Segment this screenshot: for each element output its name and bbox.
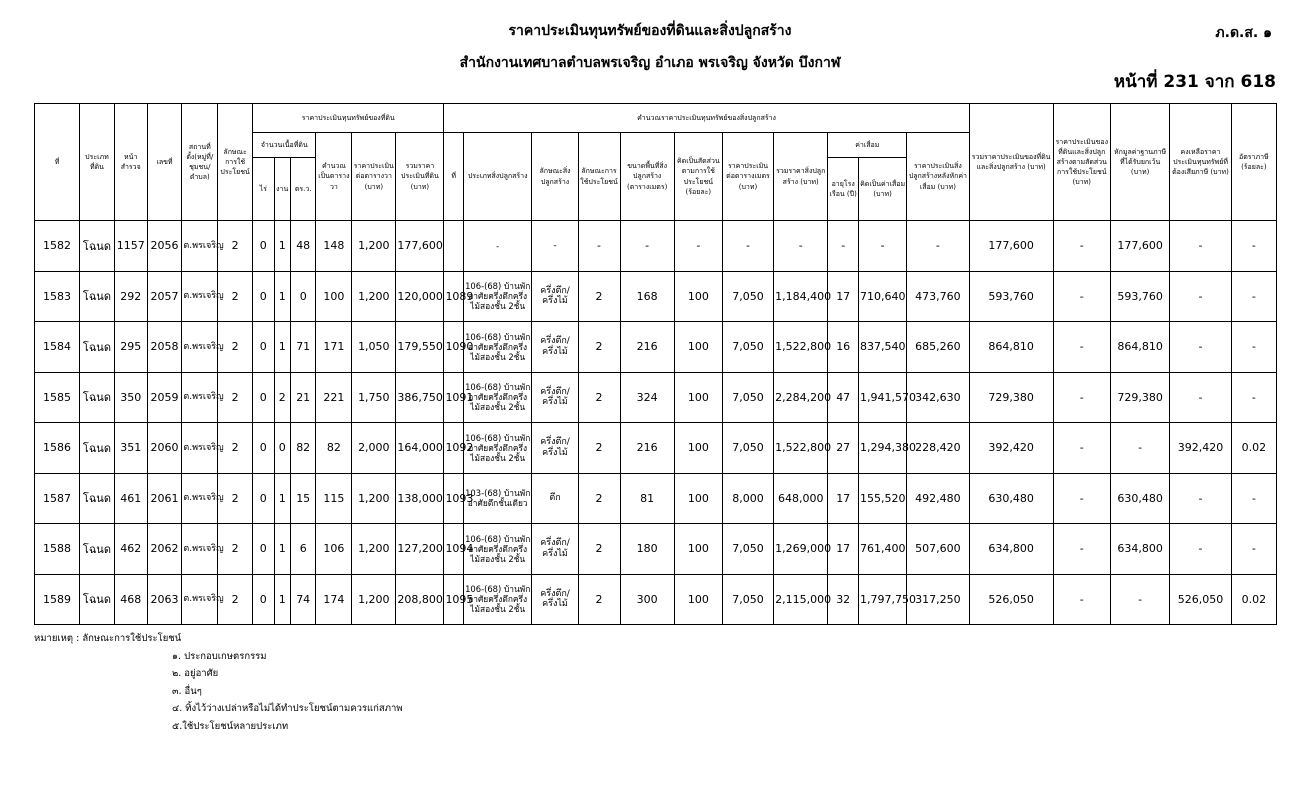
cell-sqwa: 21 xyxy=(290,372,316,423)
cell-b-price-sqm: 7,050 xyxy=(722,574,773,625)
note-item: ๓. อื่นๆ xyxy=(172,685,202,697)
cell-by-ratio: - xyxy=(1053,524,1110,575)
table-row xyxy=(35,574,1277,625)
group-land: ราคาประเมินทุนทรัพย์ของที่ดิน xyxy=(253,104,444,133)
cell-land-type: โฉนด xyxy=(80,524,115,575)
cell-rai: 0 xyxy=(253,221,275,272)
table-row xyxy=(35,271,1277,322)
col-depreciation-amount: คิดเป็นค่าเสื่อม (บาท) xyxy=(859,158,907,221)
cell-b-total: 1,522,800 xyxy=(774,423,828,474)
cell-age: 17 xyxy=(828,473,859,524)
group-building: คำนวณราคาประเมินทุนทรัพย์ของสิ่งปลูกสร้าง xyxy=(444,104,969,133)
note-item: ๑. ประกอบเกษตรกรรม xyxy=(172,650,267,662)
cell-b-ratio: - xyxy=(674,221,722,272)
cell-ngan: 1 xyxy=(274,271,290,322)
cell-b-price-sqm: 7,050 xyxy=(722,271,773,322)
cell-b-ratio: 100 xyxy=(674,524,722,575)
cell-no: 1586 xyxy=(35,423,80,474)
col-grand-total: รวมราคาประเมินของที่ดินและสิ่งปลูกสร้าง (บาท) xyxy=(969,104,1053,221)
cell-deduction: 177,600 xyxy=(1110,221,1169,272)
cell-price-per-sqwa: 1,200 xyxy=(352,271,396,322)
cell-by-ratio: - xyxy=(1053,423,1110,474)
cell-survey-page: 350 xyxy=(114,372,147,423)
cell-by-ratio: - xyxy=(1053,221,1110,272)
col-survey-page: หน้าสำรวจ xyxy=(114,104,147,221)
cell-location: ต.พรเจริญ xyxy=(182,322,218,373)
table-row xyxy=(35,372,1277,423)
cell-age: 32 xyxy=(828,574,859,625)
cell-sqwa: 48 xyxy=(290,221,316,272)
cell-b-no: 1091 xyxy=(444,372,463,423)
col-land-type: ประเภทที่ดิน xyxy=(80,104,115,221)
cell-sqwa: 0 xyxy=(290,271,316,322)
col-no: ที่ xyxy=(35,104,80,221)
cell-by-ratio: - xyxy=(1053,372,1110,423)
cell-grand-total: 177,600 xyxy=(969,221,1053,272)
cell-b-total: 1,269,000 xyxy=(774,524,828,575)
cell-deduction: 634,800 xyxy=(1110,524,1169,575)
cell-location: ต.พรเจริญ xyxy=(182,372,218,423)
cell-land-total: 120,000 xyxy=(396,271,444,322)
cell-b-total: 648,000 xyxy=(774,473,828,524)
cell-b-usage: 2 xyxy=(578,271,620,322)
cell-ngan: 2 xyxy=(274,372,290,423)
cell-dep-amount: 761,400 xyxy=(859,524,907,575)
cell-taxable: - xyxy=(1170,524,1231,575)
cell-b-type: - xyxy=(463,221,532,272)
cell-b-area: 324 xyxy=(620,372,674,423)
cell-b-after-dep: 228,420 xyxy=(907,423,969,474)
col-land-total: รวมราคาประเมินที่ดิน (บาท) xyxy=(396,133,444,221)
cell-rate: 0.02 xyxy=(1231,574,1276,625)
cell-rate: - xyxy=(1231,524,1276,575)
cell-rate: - xyxy=(1231,372,1276,423)
cell-land-total: 138,000 xyxy=(396,473,444,524)
cell-b-ratio: 100 xyxy=(674,473,722,524)
notes xyxy=(34,630,403,736)
cell-ngan: 0 xyxy=(274,423,290,474)
cell-calc-sqwa: 106 xyxy=(316,524,352,575)
col-building-ratio: คิดเป็นสัดส่วนตามการใช้ประโยชน์ (ร้อยละ) xyxy=(674,133,722,221)
cell-b-total: 2,284,200 xyxy=(774,372,828,423)
cell-b-area: 81 xyxy=(620,473,674,524)
cell-location: ต.พรเจริญ xyxy=(182,574,218,625)
cell-usage: 2 xyxy=(218,221,253,272)
cell-b-after-dep: 473,760 xyxy=(907,271,969,322)
form-code: ภ.ด.ส. ๑ xyxy=(1215,25,1272,41)
cell-survey-page: 468 xyxy=(114,574,147,625)
cell-taxable: 526,050 xyxy=(1170,574,1231,625)
cell-b-ratio: 100 xyxy=(674,423,722,474)
cell-b-type: 103-(68) บ้านพักอาศัยตึกชั้นเดียว xyxy=(463,473,532,524)
cell-rate: - xyxy=(1231,221,1276,272)
cell-taxable: - xyxy=(1170,322,1231,373)
cell-sqwa: 15 xyxy=(290,473,316,524)
cell-b-no: 1089 xyxy=(444,271,463,322)
cell-survey-page: 292 xyxy=(114,271,147,322)
cell-usage: 2 xyxy=(218,372,253,423)
cell-b-style: ครึ่งตึก/ครึ่งไม้ xyxy=(532,574,578,625)
cell-land-total: 127,200 xyxy=(396,524,444,575)
cell-grand-total: 864,810 xyxy=(969,322,1053,373)
cell-no: 1584 xyxy=(35,322,80,373)
cell-b-ratio: 100 xyxy=(674,271,722,322)
col-location: สถานที่ตั้ง(หมู่ที่/ชุมชน/ตำบล) xyxy=(182,104,218,221)
cell-b-usage: 2 xyxy=(578,574,620,625)
cell-land-type: โฉนด xyxy=(80,574,115,625)
col-building-price-sqm: ราคาประเมินต่อตารางเมตร (บาท) xyxy=(722,133,773,221)
col-age: อายุโรงเรือน (ปี) xyxy=(828,158,859,221)
cell-sqwa: 71 xyxy=(290,322,316,373)
cell-deduction: 630,480 xyxy=(1110,473,1169,524)
cell-age: - xyxy=(828,221,859,272)
cell-dep-amount: 1,294,380 xyxy=(859,423,907,474)
cell-b-no: 1090 xyxy=(444,322,463,373)
cell-survey-page: 351 xyxy=(114,423,147,474)
col-building-style: ลักษณะสิ่งปลูกสร้าง xyxy=(532,133,578,221)
cell-calc-sqwa: 100 xyxy=(316,271,352,322)
cell-land-type: โฉนด xyxy=(80,322,115,373)
table-row xyxy=(35,423,1277,474)
cell-b-after-dep: 317,250 xyxy=(907,574,969,625)
col-building-type: ประเภทสิ่งปลูกสร้าง xyxy=(463,133,532,221)
cell-sqwa: 74 xyxy=(290,574,316,625)
cell-b-total: - xyxy=(774,221,828,272)
group-depreciation: ค่าเสื่อม xyxy=(828,133,907,158)
cell-dep-amount: 710,640 xyxy=(859,271,907,322)
cell-b-no: 1093 xyxy=(444,473,463,524)
col-number: เลขที่ xyxy=(147,104,182,221)
cell-b-usage: 2 xyxy=(578,423,620,474)
cell-taxable: - xyxy=(1170,473,1231,524)
col-building-total: รวมราคาสิ่งปลูกสร้าง (บาท) xyxy=(774,133,828,221)
cell-price-per-sqwa: 1,750 xyxy=(352,372,396,423)
cell-usage: 2 xyxy=(218,423,253,474)
cell-rai: 0 xyxy=(253,574,275,625)
cell-b-ratio: 100 xyxy=(674,574,722,625)
cell-deduction: 864,810 xyxy=(1110,322,1169,373)
cell-rai: 0 xyxy=(253,473,275,524)
cell-survey-page: 462 xyxy=(114,524,147,575)
cell-b-area: 180 xyxy=(620,524,674,575)
cell-ngan: 1 xyxy=(274,473,290,524)
cell-price-per-sqwa: 2,000 xyxy=(352,423,396,474)
table-row xyxy=(35,524,1277,575)
col-rai: ไร่ xyxy=(253,158,275,221)
cell-rate: - xyxy=(1231,473,1276,524)
table-row xyxy=(35,322,1277,373)
cell-age: 47 xyxy=(828,372,859,423)
col-by-ratio: ราคาประเมินของที่ดินและสิ่งปลูกสร้างตามสัดส่วนการใช้ประโยชน์ (บาท) xyxy=(1053,104,1110,221)
cell-b-no: 1094 xyxy=(444,524,463,575)
cell-b-style: ครึ่งตึก/ครึ่งไม้ xyxy=(532,423,578,474)
cell-taxable: - xyxy=(1170,221,1231,272)
col-taxable: คงเหลือราคาประเมินทุนทรัพย์ที่ต้องเสียภาษี (บาท) xyxy=(1170,104,1231,221)
cell-grand-total: 630,480 xyxy=(969,473,1053,524)
cell-taxable: - xyxy=(1170,271,1231,322)
cell-number: 2063 xyxy=(147,574,182,625)
cell-b-after-dep: 685,260 xyxy=(907,322,969,373)
cell-survey-page: 1157 xyxy=(114,221,147,272)
cell-b-no xyxy=(444,221,463,272)
cell-age: 16 xyxy=(828,322,859,373)
col-price-per-sqwa: ราคาประเมินต่อตารางวา (บาท) xyxy=(352,133,396,221)
cell-b-price-sqm: 7,050 xyxy=(722,372,773,423)
cell-sqwa: 82 xyxy=(290,423,316,474)
cell-no: 1585 xyxy=(35,372,80,423)
cell-ngan: 1 xyxy=(274,524,290,575)
cell-land-total: 179,550 xyxy=(396,322,444,373)
cell-number: 2059 xyxy=(147,372,182,423)
cell-location: ต.พรเจริญ xyxy=(182,524,218,575)
cell-usage: 2 xyxy=(218,271,253,322)
cell-dep-amount: 837,540 xyxy=(859,322,907,373)
cell-grand-total: 392,420 xyxy=(969,423,1053,474)
cell-by-ratio: - xyxy=(1053,271,1110,322)
cell-number: 2056 xyxy=(147,221,182,272)
cell-b-type: 106-(68) บ้านพักอาศัยครึ่งตึกครึ่งไม้สองชั้น 2ชั้น xyxy=(463,271,532,322)
col-rate: อัตราภาษี (ร้อยละ) xyxy=(1231,104,1276,221)
group-land-area: จำนวนเนื้อที่ดิน xyxy=(253,133,316,158)
cell-b-area: - xyxy=(620,221,674,272)
cell-rai: 0 xyxy=(253,372,275,423)
cell-b-style: ตึก xyxy=(532,473,578,524)
document-title: ราคาประเมินทุนทรัพย์ของที่ดินและสิ่งปลูกสร้าง xyxy=(508,23,792,39)
cell-b-type: 106-(68) บ้านพักอาศัยครึ่งตึกครึ่งไม้สองชั้น 2ชั้น xyxy=(463,423,532,474)
col-calc-sqwa: คำนวณเป็นตารางวา xyxy=(316,133,352,221)
cell-number: 2058 xyxy=(147,322,182,373)
cell-price-per-sqwa: 1,200 xyxy=(352,524,396,575)
cell-location: ต.พรเจริญ xyxy=(182,423,218,474)
cell-grand-total: 526,050 xyxy=(969,574,1053,625)
cell-b-usage: - xyxy=(578,221,620,272)
cell-no: 1587 xyxy=(35,473,80,524)
cell-rate: - xyxy=(1231,322,1276,373)
cell-calc-sqwa: 171 xyxy=(316,322,352,373)
cell-usage: 2 xyxy=(218,524,253,575)
cell-b-price-sqm: 7,050 xyxy=(722,322,773,373)
cell-deduction: 593,760 xyxy=(1110,271,1169,322)
cell-dep-amount: 1,941,570 xyxy=(859,372,907,423)
cell-b-area: 168 xyxy=(620,271,674,322)
cell-by-ratio: - xyxy=(1053,322,1110,373)
cell-by-ratio: - xyxy=(1053,574,1110,625)
cell-rai: 0 xyxy=(253,271,275,322)
cell-no: 1588 xyxy=(35,524,80,575)
cell-b-total: 1,522,800 xyxy=(774,322,828,373)
cell-b-area: 216 xyxy=(620,423,674,474)
cell-b-style: ครึ่งตึก/ครึ่งไม้ xyxy=(532,372,578,423)
cell-b-area: 216 xyxy=(620,322,674,373)
cell-b-type: 106-(68) บ้านพักอาศัยครึ่งตึกครึ่งไม้สองชั้น 2ชั้น xyxy=(463,524,532,575)
cell-usage: 2 xyxy=(218,473,253,524)
table-row xyxy=(35,221,1277,272)
cell-b-style: ครึ่งตึก/ครึ่งไม้ xyxy=(532,524,578,575)
cell-land-total: 208,800 xyxy=(396,574,444,625)
notes-list xyxy=(34,648,403,736)
col-usage: ลักษณะการใช้ประโยชน์ xyxy=(218,104,253,221)
cell-land-type: โฉนด xyxy=(80,423,115,474)
cell-b-area: 300 xyxy=(620,574,674,625)
cell-dep-amount: 155,520 xyxy=(859,473,907,524)
cell-b-type: 106-(68) บ้านพักอาศัยครึ่งตึกครึ่งไม้สองชั้น 2ชั้น xyxy=(463,574,532,625)
col-building-usage: ลักษณะการใช้ประโยชน์ xyxy=(578,133,620,221)
cell-deduction: - xyxy=(1110,423,1169,474)
cell-b-price-sqm: 8,000 xyxy=(722,473,773,524)
cell-number: 2062 xyxy=(147,524,182,575)
cell-b-type: 106-(68) บ้านพักอาศัยครึ่งตึกครึ่งไม้สองชั้น 2ชั้น xyxy=(463,322,532,373)
document-subtitle: สำนักงานเทศบาลตำบลพรเจริญ อำเภอ พรเจริญ จังหวัด บึงกาฬ xyxy=(459,55,841,71)
table-body xyxy=(35,221,1277,625)
cell-location: ต.พรเจริญ xyxy=(182,221,218,272)
cell-price-per-sqwa: 1,200 xyxy=(352,221,396,272)
cell-location: ต.พรเจริญ xyxy=(182,271,218,322)
cell-by-ratio: - xyxy=(1053,473,1110,524)
cell-number: 2057 xyxy=(147,271,182,322)
cell-rai: 0 xyxy=(253,423,275,474)
cell-b-style: ครึ่งตึก/ครึ่งไม้ xyxy=(532,322,578,373)
cell-grand-total: 729,380 xyxy=(969,372,1053,423)
cell-no: 1583 xyxy=(35,271,80,322)
page-number: หน้าที่ 231 จาก 618 xyxy=(1113,72,1276,92)
cell-b-ratio: 100 xyxy=(674,372,722,423)
col-building-no: ที่ xyxy=(444,133,463,221)
cell-b-usage: 2 xyxy=(578,372,620,423)
cell-b-price-sqm: 7,050 xyxy=(722,524,773,575)
cell-b-after-dep: - xyxy=(907,221,969,272)
cell-grand-total: 634,800 xyxy=(969,524,1053,575)
assessment-table xyxy=(34,103,1277,625)
note-item: ๔. ทิ้งไว้ว่างเปล่าหรือไม่ได้ทำประโยชน์ตามควรแก่สภาพ xyxy=(172,703,403,715)
cell-b-ratio: 100 xyxy=(674,322,722,373)
cell-dep-amount: - xyxy=(859,221,907,272)
note-item: ๒. อยู่อาศัย xyxy=(172,668,219,680)
cell-land-type: โฉนด xyxy=(80,372,115,423)
notes-label: หมายเหตุ : ลักษณะการใช้ประโยชน์ xyxy=(34,633,182,644)
cell-ngan: 1 xyxy=(274,574,290,625)
cell-deduction: - xyxy=(1110,574,1169,625)
cell-no: 1589 xyxy=(35,574,80,625)
cell-calc-sqwa: 115 xyxy=(316,473,352,524)
cell-number: 2060 xyxy=(147,423,182,474)
col-after-depreciation: ราคาประเมินสิ่งปลูกสร้างหลังหักค่าเสื่อม (บาท) xyxy=(907,133,969,221)
cell-usage: 2 xyxy=(218,322,253,373)
cell-age: 27 xyxy=(828,423,859,474)
cell-no: 1582 xyxy=(35,221,80,272)
cell-land-type: โฉนด xyxy=(80,271,115,322)
cell-b-after-dep: 492,480 xyxy=(907,473,969,524)
cell-b-no: 1092 xyxy=(444,423,463,474)
cell-b-after-dep: 342,630 xyxy=(907,372,969,423)
cell-b-style: ครึ่งตึก/ครึ่งไม้ xyxy=(532,271,578,322)
cell-b-total: 1,184,400 xyxy=(774,271,828,322)
cell-b-no: 1095 xyxy=(444,574,463,625)
cell-dep-amount: 1,797,750 xyxy=(859,574,907,625)
cell-rai: 0 xyxy=(253,524,275,575)
cell-land-total: 164,000 xyxy=(396,423,444,474)
col-sqwa: ตร.ว. xyxy=(290,158,316,221)
col-ngan: งาน xyxy=(274,158,290,221)
cell-survey-page: 295 xyxy=(114,322,147,373)
cell-b-after-dep: 507,600 xyxy=(907,524,969,575)
cell-calc-sqwa: 221 xyxy=(316,372,352,423)
cell-b-style: - xyxy=(532,221,578,272)
cell-ngan: 1 xyxy=(274,322,290,373)
cell-age: 17 xyxy=(828,524,859,575)
cell-price-per-sqwa: 1,050 xyxy=(352,322,396,373)
cell-b-usage: 2 xyxy=(578,473,620,524)
cell-b-total: 2,115,000 xyxy=(774,574,828,625)
cell-location: ต.พรเจริญ xyxy=(182,473,218,524)
cell-deduction: 729,380 xyxy=(1110,372,1169,423)
cell-land-type: โฉนด xyxy=(80,473,115,524)
cell-survey-page: 461 xyxy=(114,473,147,524)
cell-rate: - xyxy=(1231,271,1276,322)
cell-usage: 2 xyxy=(218,574,253,625)
cell-calc-sqwa: 148 xyxy=(316,221,352,272)
cell-number: 2061 xyxy=(147,473,182,524)
note-item: ๕.ใช้ประโยชน์หลายประเภท xyxy=(172,720,289,732)
cell-b-price-sqm: 7,050 xyxy=(722,423,773,474)
cell-ngan: 1 xyxy=(274,221,290,272)
cell-land-type: โฉนด xyxy=(80,221,115,272)
cell-land-total: 386,750 xyxy=(396,372,444,423)
cell-calc-sqwa: 174 xyxy=(316,574,352,625)
cell-land-total: 177,600 xyxy=(396,221,444,272)
cell-grand-total: 593,760 xyxy=(969,271,1053,322)
cell-age: 17 xyxy=(828,271,859,322)
col-building-area: ขนาดพื้นที่สิ่งปลูกสร้าง (ตารางเมตร) xyxy=(620,133,674,221)
cell-price-per-sqwa: 1,200 xyxy=(352,574,396,625)
cell-b-type: 106-(68) บ้านพักอาศัยครึ่งตึกครึ่งไม้สองชั้น 2ชั้น xyxy=(463,372,532,423)
cell-taxable: 392,420 xyxy=(1170,423,1231,474)
cell-b-usage: 2 xyxy=(578,524,620,575)
cell-b-usage: 2 xyxy=(578,322,620,373)
col-deduction: หักมูลค่าฐานภาษีที่ได้รับยกเว้น (บาท) xyxy=(1110,104,1169,221)
cell-calc-sqwa: 82 xyxy=(316,423,352,474)
cell-rate: 0.02 xyxy=(1231,423,1276,474)
cell-price-per-sqwa: 1,200 xyxy=(352,473,396,524)
cell-rai: 0 xyxy=(253,322,275,373)
table-row xyxy=(35,473,1277,524)
cell-taxable: - xyxy=(1170,372,1231,423)
cell-sqwa: 6 xyxy=(290,524,316,575)
cell-b-price-sqm: - xyxy=(722,221,773,272)
